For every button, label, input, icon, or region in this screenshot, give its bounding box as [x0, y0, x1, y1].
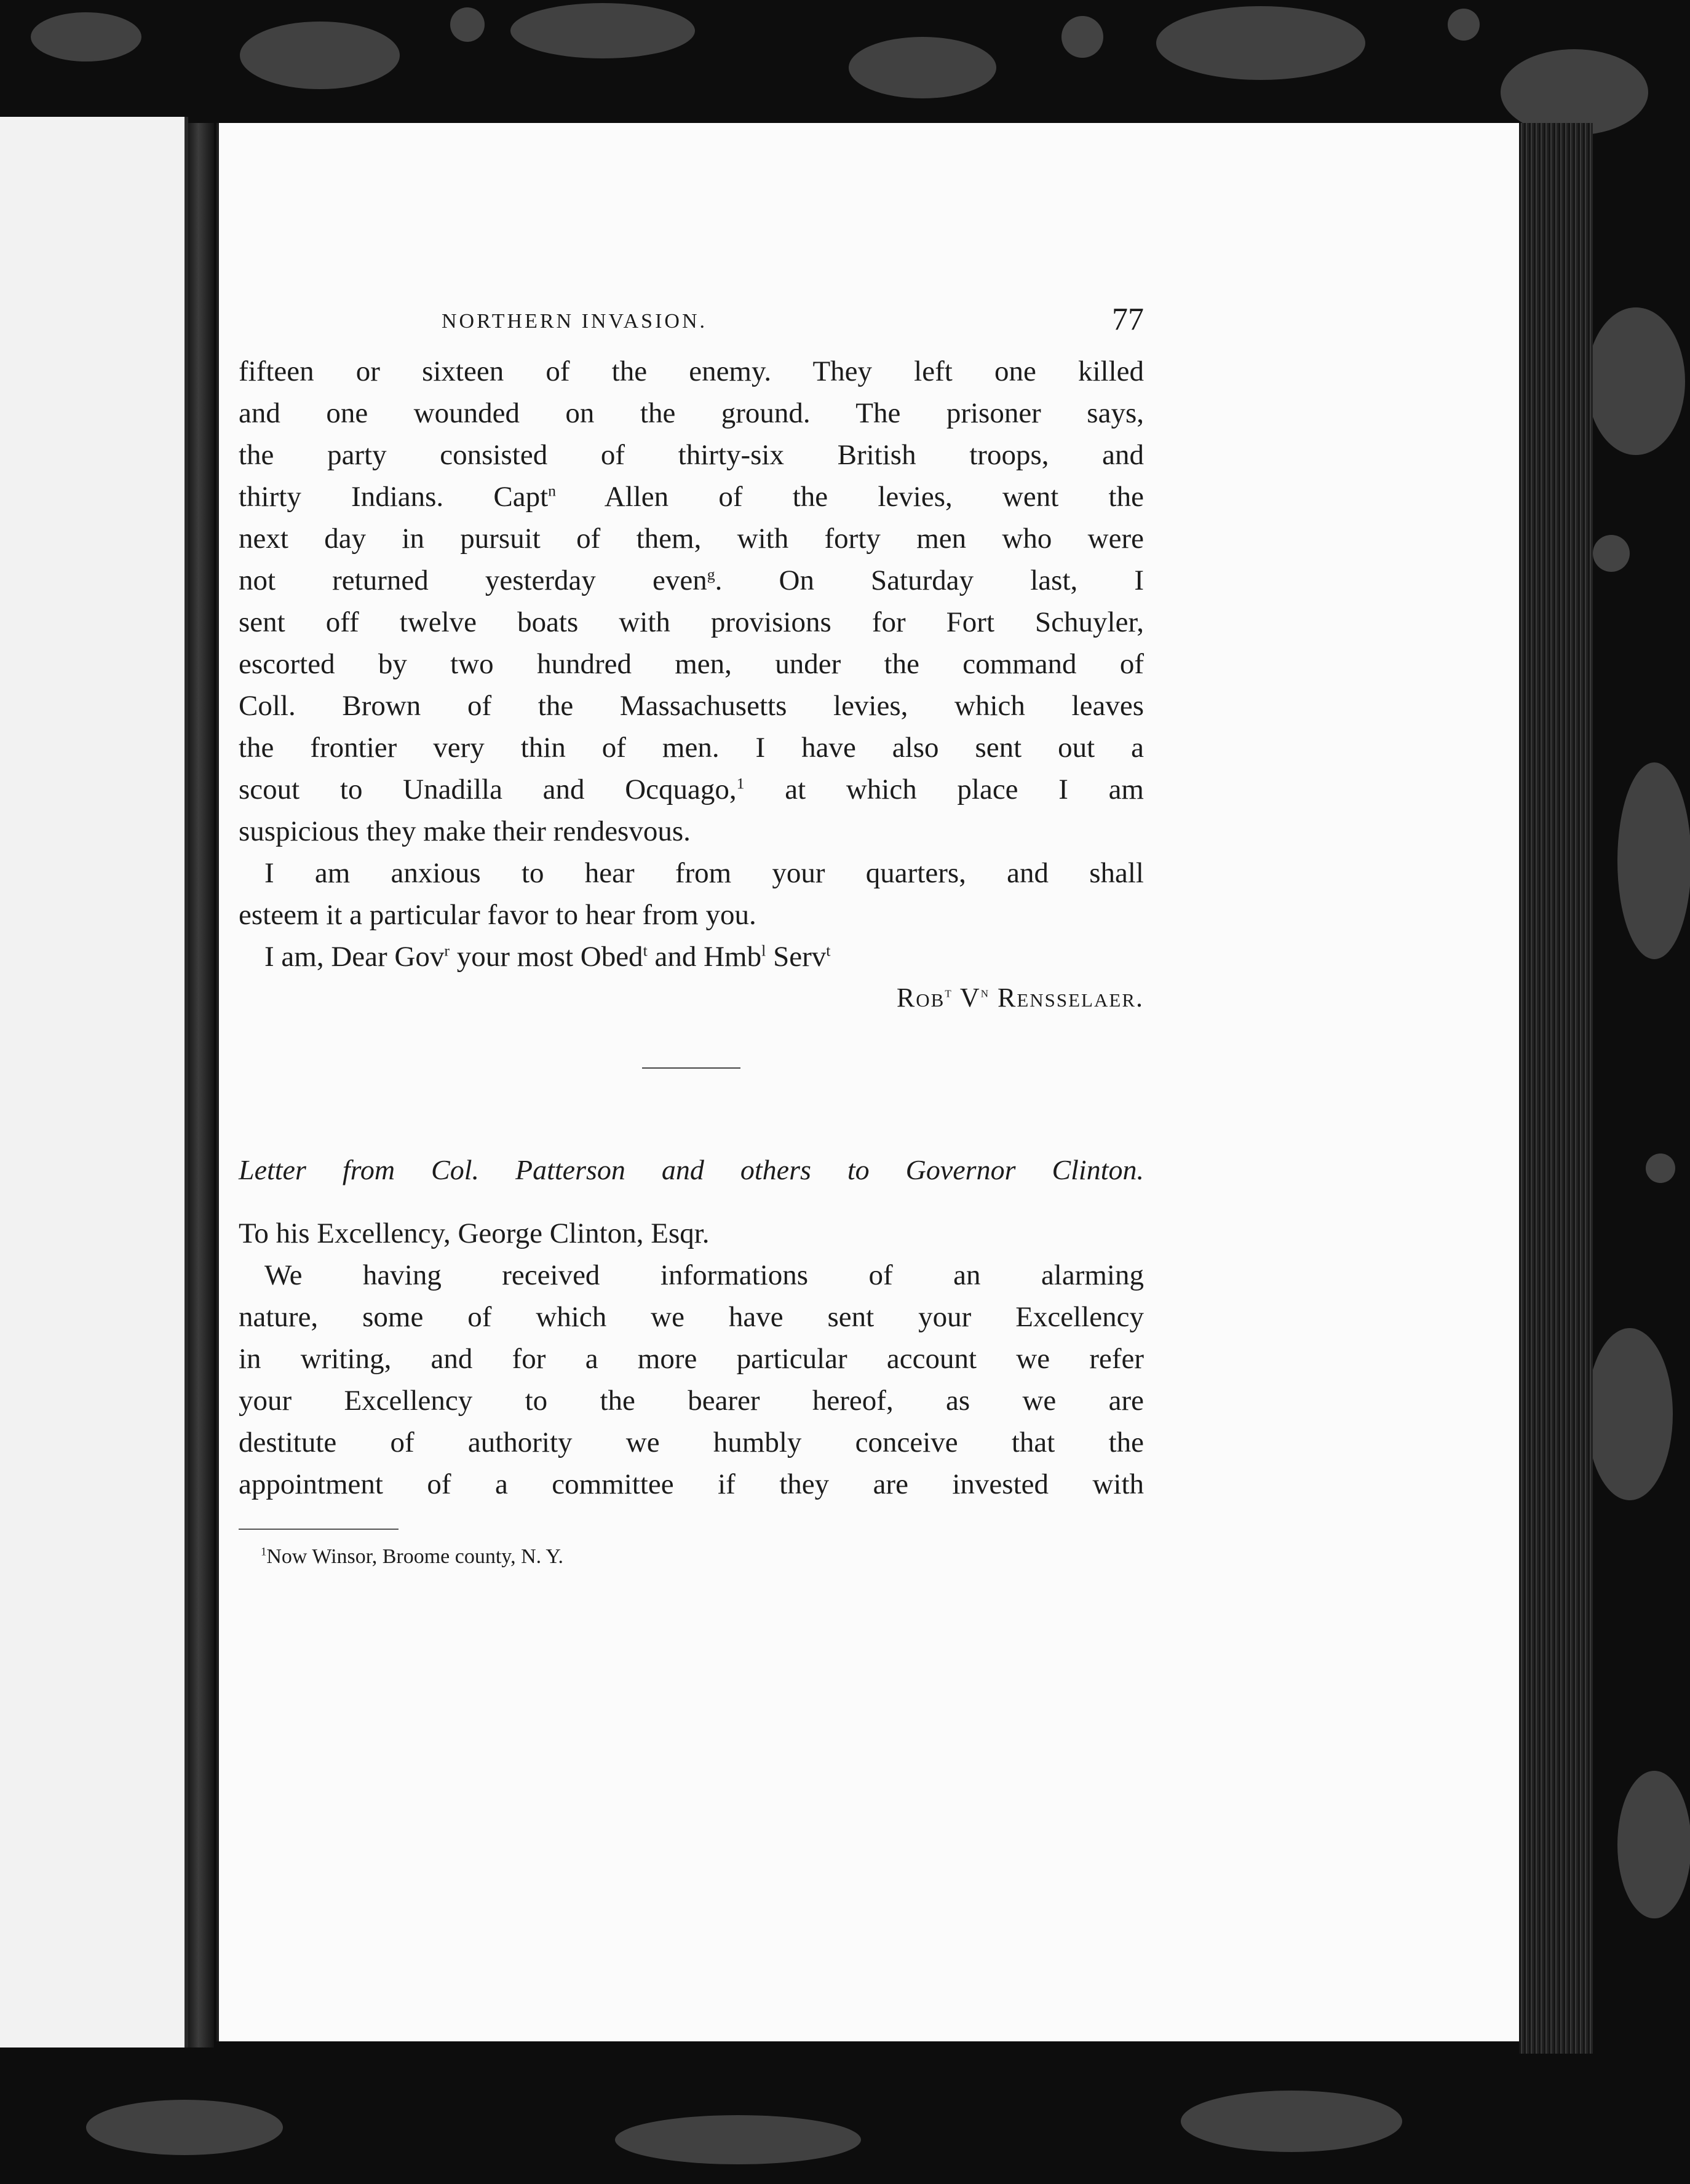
text-line: next day in pursuit of them, with forty men who were: [239, 523, 1144, 555]
text-line: Coll. Brown of the Massachusetts levies, which leaves: [239, 690, 1144, 722]
text-line: appointment of a committee if they are invested with: [239, 1468, 1144, 1500]
text-line: thirty Indians. Capt$^n$ Allen of the levies, went the: [239, 481, 1144, 513]
text-line: I am anxious to hear from your quarters, and shall: [264, 857, 1144, 889]
text-line: in writing, and for a more particular account we refer: [239, 1343, 1144, 1375]
text-line: nature, some of which we have sent your Excellency: [239, 1301, 1144, 1333]
footnote-rule: [239, 1529, 399, 1530]
text-line: suspicious they make their rendesvous.: [239, 815, 691, 847]
text-line: sent off twelve boats with provisions for Fort Schuyler,: [239, 606, 1144, 638]
facing-page-edge: [0, 117, 188, 2048]
text-line: the party consisted of thirty-six British troops, and: [239, 439, 1144, 471]
running-head-title: NORTHERN INVASION.: [442, 310, 708, 333]
page-number: 77: [1112, 302, 1144, 337]
text-line: and one wounded on the ground. The prisoner says,: [239, 397, 1144, 429]
text-line: fifteen or sixteen of the enemy. They left one killed: [239, 355, 1144, 387]
letter-heading: Letter from Col. Patterson and others to Governor Clinton.: [239, 1154, 1144, 1185]
text-line: scout to Unadilla and Ocquago,$^1$ at which place I am: [239, 774, 1144, 805]
footnote-marker: 1: [736, 774, 745, 793]
closing-line: I am, Dear Gov$^r$ your most Obed$^t$ and Hmb$^l$ Serv$^t$: [264, 941, 831, 973]
text-line: the frontier very thin of men. I have also sent out a: [239, 732, 1144, 764]
letter-continuation: [239, 350, 1144, 1018]
text-line: We having received informations of an alarming: [264, 1259, 1144, 1291]
signature: Rob$^t$ $V^n$ Rensselaer.: [896, 983, 1144, 1013]
text-line: your Excellency to the bearer hereof, as we are: [239, 1385, 1144, 1417]
book-gutter: [188, 123, 214, 2048]
text-line: escorted by two hundred men, under the command of: [239, 648, 1144, 680]
text-line: esteem it a particular favor to hear from you.: [239, 899, 756, 931]
section-divider: [642, 1067, 740, 1069]
letter-address: To his Excellency, George Clinton, Esqr.: [239, 1217, 710, 1249]
footnote: $^1$Now Winsor, Broome county, N. Y.: [261, 1545, 564, 1568]
text-line: destitute of authority we humbly conceive that the: [239, 1426, 1144, 1458]
page-text: [239, 301, 1144, 1570]
text-line: not returned yesterday even$^g$. On Saturday last, I: [239, 564, 1144, 596]
page-block-edges: [1519, 123, 1593, 2054]
running-head: [239, 301, 1144, 350]
